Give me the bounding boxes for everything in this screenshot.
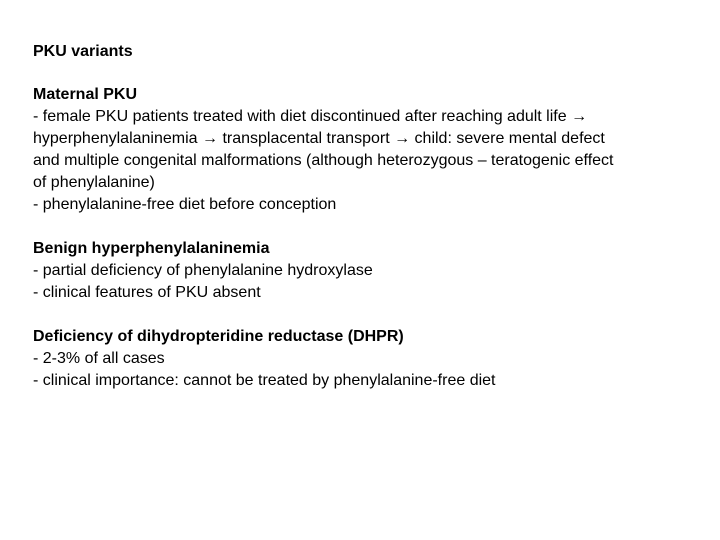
bullet-line: - clinical importance: cannot be treated by phenylalanine-free diet bbox=[33, 372, 496, 389]
slide-title: PKU variants bbox=[33, 43, 133, 60]
slide-content bbox=[33, 41, 703, 414]
section-dhpr-deficiency bbox=[33, 326, 703, 392]
bullet-line: of phenylalanine) bbox=[33, 174, 155, 191]
bullet-line: hyperphenylalaninemia → transplacental transport → child: severe mental defect bbox=[33, 130, 605, 147]
section-benign-hyperphenylalaninemia bbox=[33, 238, 703, 304]
bullet-line: - phenylalanine-free diet before conception bbox=[33, 196, 337, 213]
section-heading: Deficiency of dihydropteridine reductase (DHPR) bbox=[33, 328, 404, 345]
bullet-line: - 2-3% of all cases bbox=[33, 350, 165, 367]
section-heading: Maternal PKU bbox=[33, 86, 138, 103]
bullet-line: - clinical features of PKU absent bbox=[33, 284, 261, 301]
bullet-line: - female PKU patients treated with diet discontinued after reaching adult life → bbox=[33, 108, 588, 125]
bullet-line: and multiple congenital malformations (although heterozygous – teratogenic effect bbox=[33, 152, 614, 169]
section-heading: Benign hyperphenylalaninemia bbox=[33, 240, 270, 257]
bullet-line: - partial deficiency of phenylalanine hydroxylase bbox=[33, 262, 373, 279]
section-maternal-pku bbox=[33, 84, 703, 216]
